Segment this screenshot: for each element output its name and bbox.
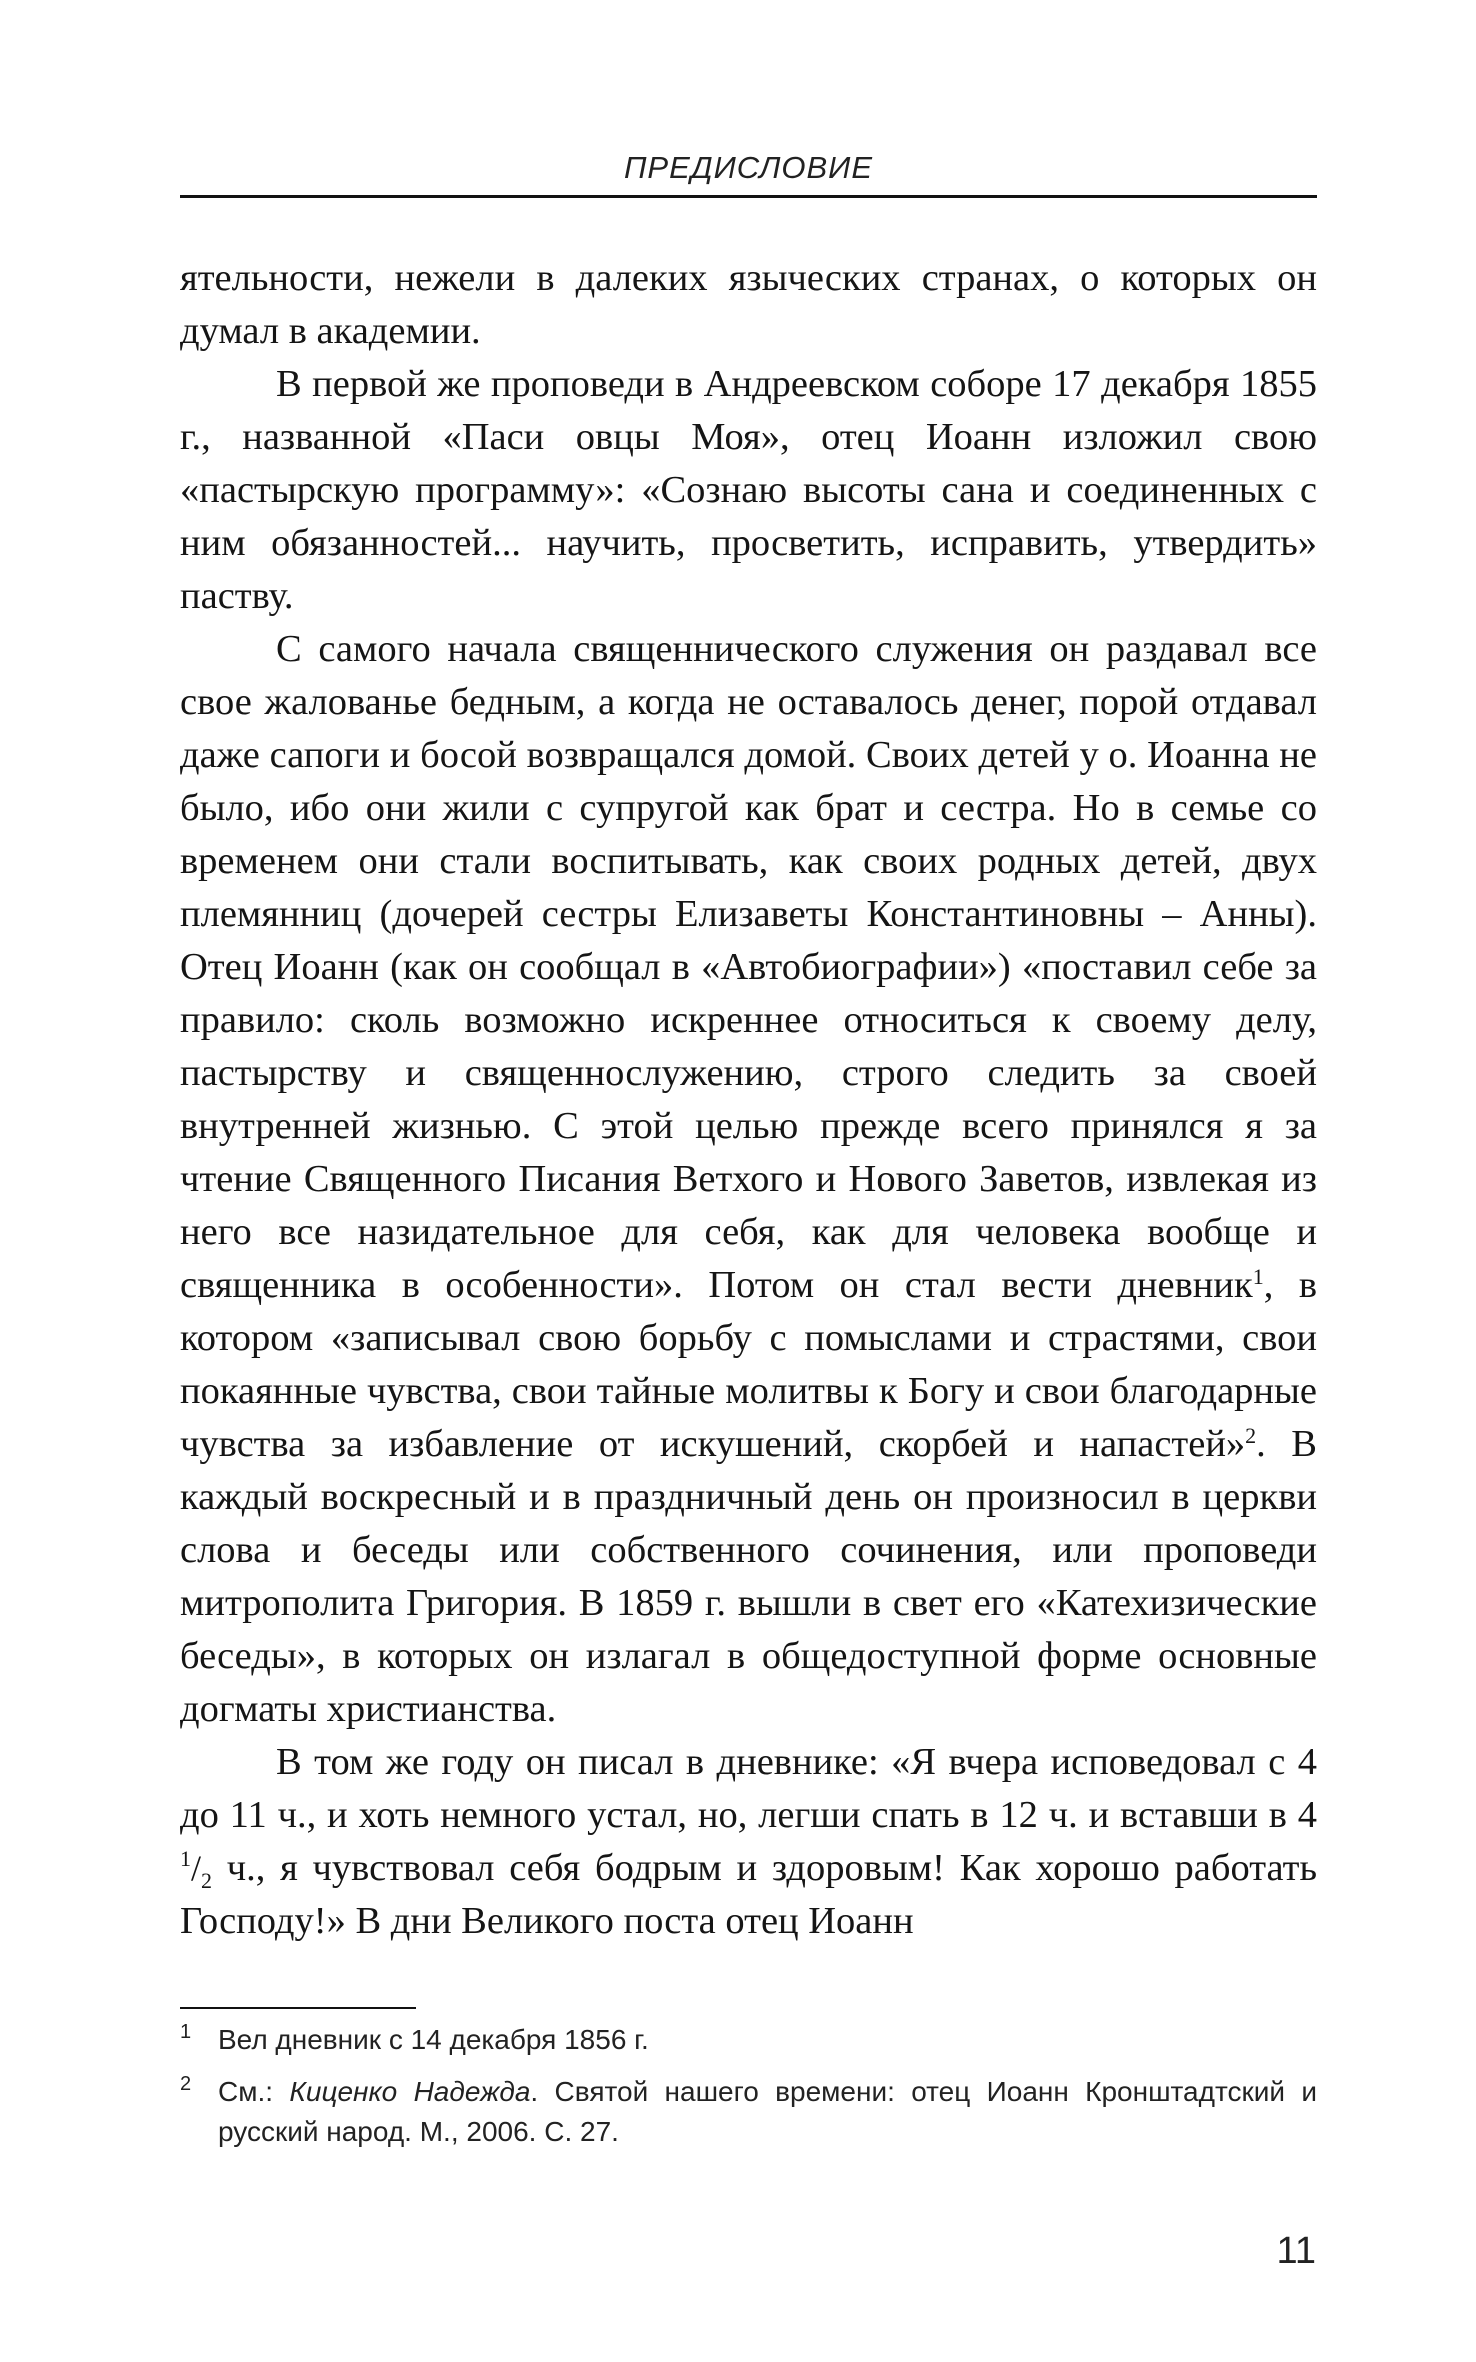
paragraph-1: ятельности, нежели в далеких языческих странах, о которых он думал в академии. bbox=[180, 257, 1317, 352]
fraction-numerator: 1 bbox=[180, 1846, 191, 1871]
main-text bbox=[180, 252, 1317, 1948]
header-rule bbox=[180, 195, 1317, 198]
page-number: 11 bbox=[1276, 2230, 1316, 2272]
paragraph-4-text-a: В том же году он писал в дневнике: «Я вчера исповедовал с 4 до 11 ч., и хоть немного устал, но, легши спать в 12 ч. и вставши в 4 bbox=[180, 1741, 1317, 1836]
footnote-text: . Святой нашего времени: отец Иоанн Кронштадтский и русский народ. М., 2006. С. 27. bbox=[218, 2076, 1317, 2147]
paragraph-4 bbox=[180, 1736, 1317, 1948]
footnote-ref-1[interactable]: 1 bbox=[1252, 1264, 1264, 1289]
paragraph-3 bbox=[180, 623, 1317, 1736]
footnote-number: 1 bbox=[180, 2021, 192, 2043]
paragraph-3-text-b: , в котором «записывал свою борьбу с помыслами и страстями, свои покаянные чувства, свои тайные молитвы к Богу и свои благодарные чувства за избавление от искушений, скорбей и напастей» bbox=[180, 1264, 1317, 1465]
footnote-rule bbox=[180, 2007, 416, 2009]
footnote-prefix: См.: bbox=[218, 2076, 290, 2107]
footnote-number: 2 bbox=[180, 2073, 192, 2095]
footnotes bbox=[180, 2020, 1317, 2164]
footnote-author: Киценко Надежда bbox=[289, 2076, 531, 2107]
paragraph-4-text-b: ч., я чувствовал себя бодрым и здоровым! Как хорошо работать Господу!» В дни Великого поста отец Иоанн bbox=[180, 1847, 1317, 1942]
footnote-1 bbox=[180, 2020, 1317, 2060]
footnote-text: Вел дневник с 14 декабря 1856 г. bbox=[218, 2024, 649, 2055]
paragraph-3-text-a: С самого начала священнического служения он раздавал все свое жалованье бедным, а когда не оставалось денег, порой отдавал даже сапоги и босой возвращался домой. Своих детей у о. Иоанна не было, ибо они жили с супругой как брат и сестра. Но в семье со временем они стали воспитывать, как своих родных детей, двух племянниц (дочерей сестры Елизаветы Константиновны – Анны). Отец Иоанн (как он сообщал в «Автобиографии») «поставил себе за правило: сколь возможно искреннее относиться к своему делу, пастырству и священнослужению, строго следить за своей внутренней жизнью. С этой целью прежде всего принялся я за чтение Священного Писания Ветхого и Нового Заветов, извлекая из него все назидательное для себя, как для человека вообще и священника в особенности». Потом он стал вести дневник bbox=[180, 628, 1317, 1306]
footnote-2 bbox=[180, 2072, 1317, 2152]
fraction-denominator: 2 bbox=[201, 1868, 213, 1893]
paragraph-3-text-c: . В каждый воскресный и в праздничный день он произносил в церкви слова и беседы или собственного сочинения, или проповеди митрополита Григория. В 1859 г. вышли в свет его «Катехизические беседы», в которых он излагал в общедоступной форме основные догматы христианства. bbox=[180, 1423, 1317, 1730]
running-head: ПРЕДИСЛОВИЕ bbox=[623, 150, 874, 185]
fraction-slash: / bbox=[191, 1848, 202, 1888]
footnote-ref-2[interactable]: 2 bbox=[1245, 1423, 1257, 1448]
paragraph-2: В первой же проповеди в Андреевском соборе 17 декабря 1855 г., названной «Паси овцы Моя», отец Иоанн изложил свою «пастырскую программу»: «Сознаю высоты сана и соединенных с ним обязанностей... научить, просветить, исправить, утвердить» паству. bbox=[180, 363, 1317, 617]
